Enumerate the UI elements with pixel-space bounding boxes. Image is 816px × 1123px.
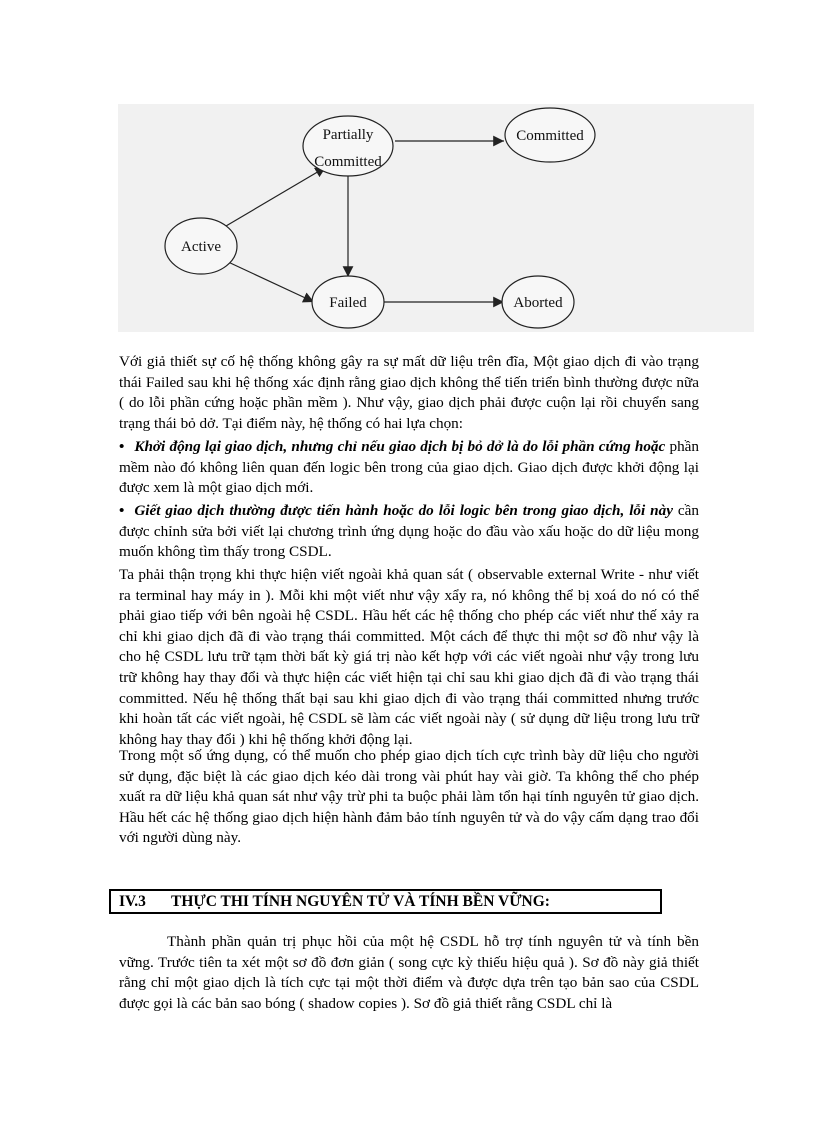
paragraph-user-interaction: Trong một số ứng dụng, có thể muốn cho phép giao dịch tích cực trình bày dữ liệu cho người sử dụng, đặc biệt là các giao dịch kéo dài trong vài phút hay vài giờ. Ta không thể cho phép xuất ra dữ liệu khả quan sát như vậy trừ phi ta buộc phải làm tổn hại tính nguyên tử giao dịch. Hầu hết các hệ thống giao dịch hiện hành đảm bảo tính nguyên tử và do vậy cấm dạng trao đổi với người dùng này. bbox=[119, 747, 699, 847]
state-active-label: Active bbox=[181, 239, 221, 255]
state-diagram-svg bbox=[118, 104, 754, 332]
section-heading bbox=[109, 889, 662, 914]
paragraph-failed-state: Với giả thiết sự cố hệ thống không gây ra sự mất dữ liệu trên đĩa, Một giao dịch đi vào trạng thái Failed sau khi hệ thống xác định rằng giao dịch không thể tiến triển bình thường được nữa ( do lỗi phần cứng hoặc phần mềm ). Như vậy, giao dịch phải được cuộn lại rồi chuyển sang trạng thái bỏ dở. Tại điểm này, hệ thống có hai lựa chọn: bbox=[119, 353, 699, 432]
paragraph-recovery: Thành phần quản trị phục hồi của một hệ CSDL hỗ trợ tính nguyên tử và tính bền vững. Trước tiên ta xét một sơ đồ đơn giản ( song cực kỳ thiếu hiệu quả ). Sơ đồ này giả thiết rằng chỉ một giao dịch là tích cực tại một thời điểm và được dựa trên tạo bản sao của CSDL được gọi là các bản sao bóng ( shadow copies ). Sơ đồ giả thiết rằng CSDL chỉ là bbox=[119, 933, 699, 1012]
state-partially-label-1: Partially bbox=[322, 127, 374, 143]
bullet-restart bbox=[119, 437, 699, 499]
section-number: IV.3 bbox=[119, 893, 146, 910]
arrow-active-to-failed bbox=[226, 261, 314, 302]
bullet-marker: • bbox=[119, 438, 125, 455]
state-partially-label-2: Committed bbox=[314, 154, 382, 170]
state-aborted-label: Aborted bbox=[513, 295, 563, 311]
paragraph-external-writes: Ta phải thận trọng khi thực hiện viết ngoài khả quan sát ( observable external Write - như viết ra terminal hay máy in ). Mỗi khi một viết như vậy xẩy ra, nó không thể bị xoá do nó có thể phải giao tiếp với bên ngoài hệ CSDL. Hầu hết các hệ thống cho phép các viết như thế xảy ra chỉ khi giao dịch đã đi vào trạng thái committed. Một cách để thực thi một sơ đồ như vậy là cho hệ CSDL lưu trữ tạm thời bất kỳ giá trị nào kết hợp với các viết ngoài như vậy trong lưu trữ không hay thay đổi và thực hiện các viết hiện tại chỉ sau khi giao dịch đã đi vào trạng thái committed. Nếu hệ thống thất bại sau khi giao dịch đi vào trạng thái committed nhưng trước khi hoàn tất các viết ngoài, hệ CSDL sẽ làm các viết ngoài này ( sử dụng dữ liệu trong lưu trữ không hay thay đổi ) khi hệ thống khởi động lại. bbox=[119, 566, 699, 748]
state-diagram bbox=[118, 104, 754, 332]
state-failed-label: Failed bbox=[329, 295, 367, 311]
bullet-restart-emphasis: Khởi động lại giao dịch, nhưng chỉ nếu giao dịch bị bỏ dở là do lỗi phần cứng hoặc bbox=[134, 438, 666, 455]
bullet-marker: • bbox=[119, 502, 125, 519]
bullet-kill bbox=[119, 501, 699, 563]
section-title: THỰC THI TÍNH NGUYÊN TỬ VÀ TÍNH BỀN VỮNG: bbox=[171, 893, 550, 910]
state-committed-label: Committed bbox=[516, 128, 584, 144]
arrow-active-to-partially bbox=[226, 167, 326, 226]
bullet-kill-text: cần được chỉnh sửa bởi viết lại chương trình ứng dụng hoặc do đầu vào xấu hoặc do dữ liệu mong muốn không tìm thấy trong CSDL. bbox=[119, 502, 699, 561]
bullet-kill-emphasis: Giết giao dịch thường được tiến hành hoặc do lỗi logic bên trong giao dịch, lỗi này bbox=[134, 502, 673, 519]
bullet-restart-text: phần mềm nào đó không liên quan đến logic bên trong của giao dịch. Giao dịch được khởi động lại được xem là một giao dịch mới. bbox=[119, 438, 699, 497]
